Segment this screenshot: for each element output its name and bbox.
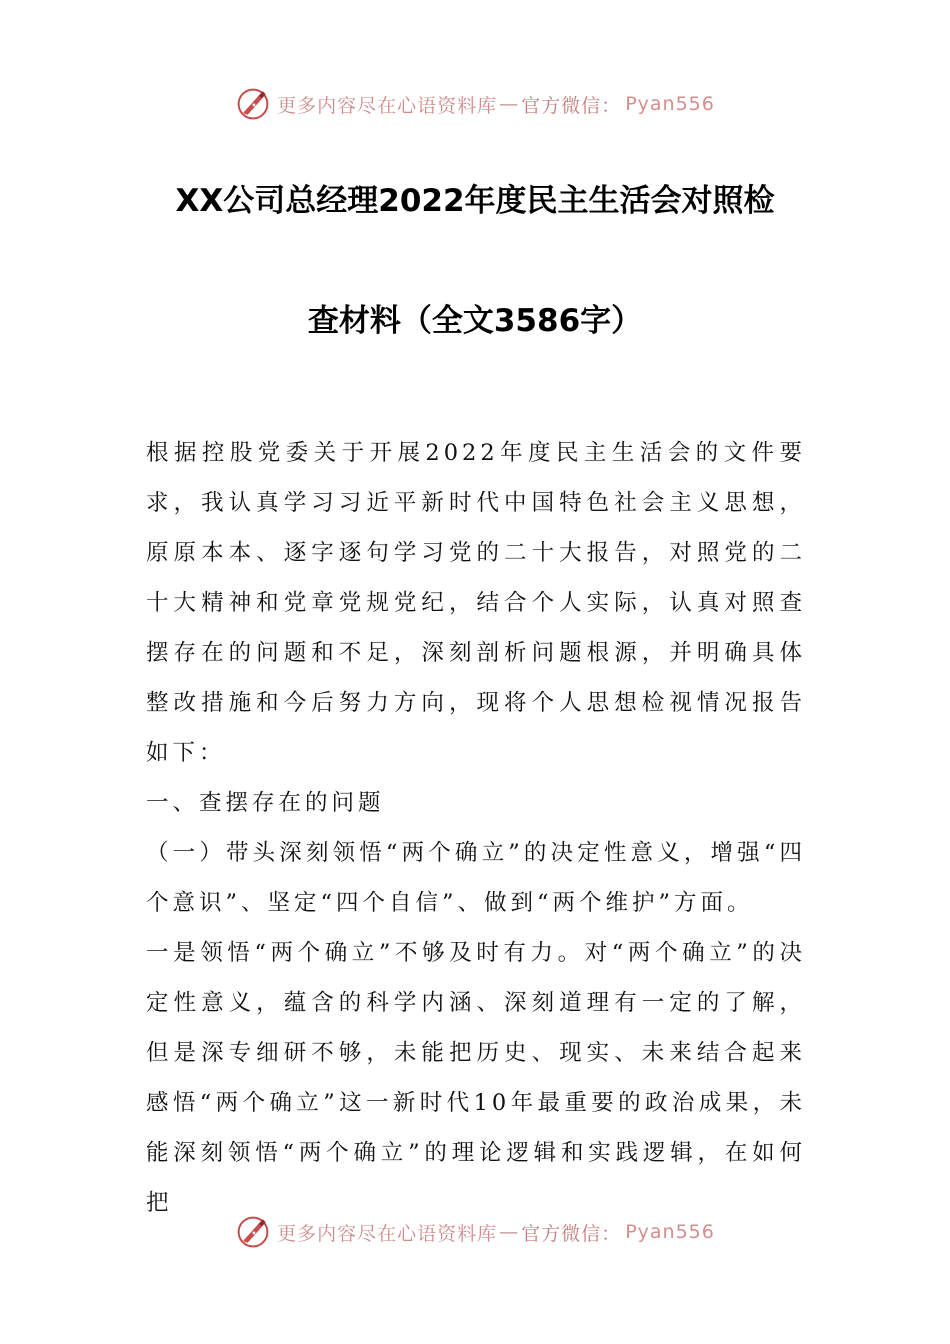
watermark-header [0, 84, 950, 124]
watermark-text: 更多内容尽在心语资料库 [277, 94, 498, 117]
paragraph-point-1: 一是领悟“两个确立”不够及时有力。对“两个确立”的决定性意义，蕴含的科学内涵、深刻道理有一定的了解，但是深专细研不够，未能把历史、现实、未来结合起来感悟“两个确立”这一新时代10年最重要的政治成果，未能深刻领悟“两个确立”的理论逻辑和实践逻辑，在如何把 [146, 940, 806, 1216]
document-body [146, 428, 806, 1228]
watermark-text: 更多内容尽在心语资料库 [277, 1222, 498, 1245]
document-title-line-1: XX公司总经理2022年度民主生活会对照检 [175, 183, 775, 219]
document-title-line-2: 查材料（全文3586字） [307, 303, 643, 339]
watermark-separator: — [499, 93, 520, 115]
watermark-wechat-id: Pyan556 [625, 93, 715, 115]
paragraph-intro: 根据控股党委关于开展2022年度民主生活会的文件要求，我认真学习习近平新时代中国特色社会主义思想，原原本本、逐字逐句学习党的二十大报告，对照党的二十大精神和党章党规党纪，结合个人实际，认真对照查摆存在的问题和不足，深刻剖析问题根源，并明确具体整改措施和今后努力方向，现将个人思想检视情况报告如下： [146, 440, 806, 766]
pen-nib-logo-icon [235, 1214, 271, 1250]
watermark-separator: — [499, 1221, 520, 1243]
watermark-wechat-label: 官方微信： [521, 94, 622, 117]
subsection-heading-1: （一）带头深刻领悟“两个确立”的决定性意义，增强“四个意识”、坚定“四个自信”、做到“两个维护”方面。 [146, 840, 806, 916]
watermark-wechat-id: Pyan556 [625, 1221, 715, 1243]
watermark-wechat-label: 官方微信： [521, 1222, 622, 1245]
section-heading-1: 一、查摆存在的问题 [146, 790, 385, 816]
pen-nib-logo-icon [235, 86, 271, 122]
watermark-footer [0, 1212, 950, 1252]
